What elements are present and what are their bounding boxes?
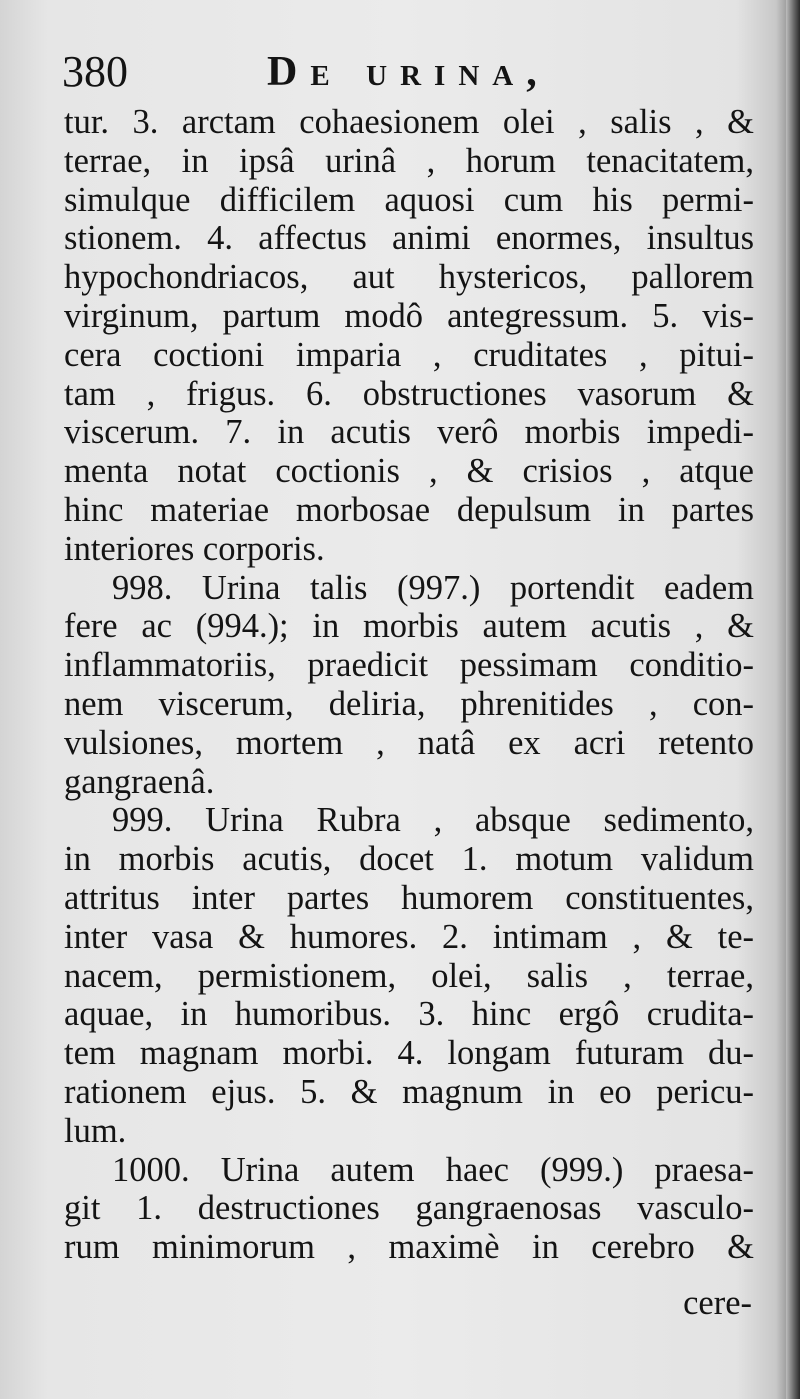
catchword: cere- xyxy=(683,1284,752,1322)
text-line: inflammatoriis, praedicit pessimam conditio- xyxy=(64,646,754,685)
text-line: vulsiones, mortem , natâ ex acri retento xyxy=(64,723,754,762)
text-line: virginum, partum modô antegressum. 5. vis- xyxy=(64,296,754,335)
text-line: simulque difficilem aquosi cum his permi- xyxy=(64,180,754,219)
text-line: rum minimorum , maximè in cerebro & xyxy=(64,1228,754,1267)
text-line: tur. 3. arctam cohaesionem olei , salis , & xyxy=(64,103,754,141)
text-line: hypochondriacos, aut hystericos, pallorem xyxy=(64,258,754,297)
text-line: hinc materiae morbosae depulsum in partes xyxy=(64,490,754,529)
running-title: De urina, xyxy=(267,49,550,95)
text-line: aquae, in humoribus. 3. hinc ergô crudita- xyxy=(64,995,754,1034)
text-line: inter vasa & humores. 2. intimam , & te- xyxy=(64,917,754,956)
text-line: terrae, in ipsâ urinâ , horum tenacitatem, xyxy=(64,141,754,180)
paragraph-1000-start: 1000. Urina autem haec (999.) praesa- xyxy=(112,1150,754,1189)
paragraph-998-start: 998. Urina talis (997.) portendit eadem xyxy=(112,568,754,607)
text-line: attritus inter partes humorem constituentes, xyxy=(64,878,754,917)
text-line: nacem, permistionem, olei, salis , terrae, xyxy=(64,956,754,995)
text-line: nem viscerum, deliria, phrenitides , con- xyxy=(64,684,754,723)
text-line: tam , frigus. 6. obstructiones vasorum & xyxy=(64,374,754,413)
text-line: tem magnam morbi. 4. longam futuram du- xyxy=(64,1034,754,1073)
page-number: 380 xyxy=(62,47,128,96)
book-spine-shadow xyxy=(786,0,800,1399)
text-line: cera coctioni imparia , cruditates , pitui- xyxy=(64,335,754,374)
text-line: in morbis acutis, docet 1. motum validum xyxy=(64,840,754,879)
text-line: lum. xyxy=(64,1111,127,1150)
body-text xyxy=(64,103,754,1267)
text-line: gangraenâ. xyxy=(64,762,215,801)
text-line: interiores corporis. xyxy=(64,529,325,568)
text-line: stionem. 4. affectus animi enormes, insultus xyxy=(64,219,754,258)
text-line: fere ac (994.); in morbis autem acutis , & xyxy=(64,607,754,646)
paragraph-999-start: 999. Urina Rubra , absque sedimento, xyxy=(112,801,754,840)
text-line: git 1. destructiones gangraenosas vasculo- xyxy=(64,1189,754,1228)
text-line: viscerum. 7. in acutis verô morbis impedi- xyxy=(64,413,754,452)
text-line: menta notat coctionis , & crisios , atque xyxy=(64,452,754,491)
page-header xyxy=(62,40,762,100)
text-line: rationem ejus. 5. & magnum in eo pericu- xyxy=(64,1072,754,1111)
